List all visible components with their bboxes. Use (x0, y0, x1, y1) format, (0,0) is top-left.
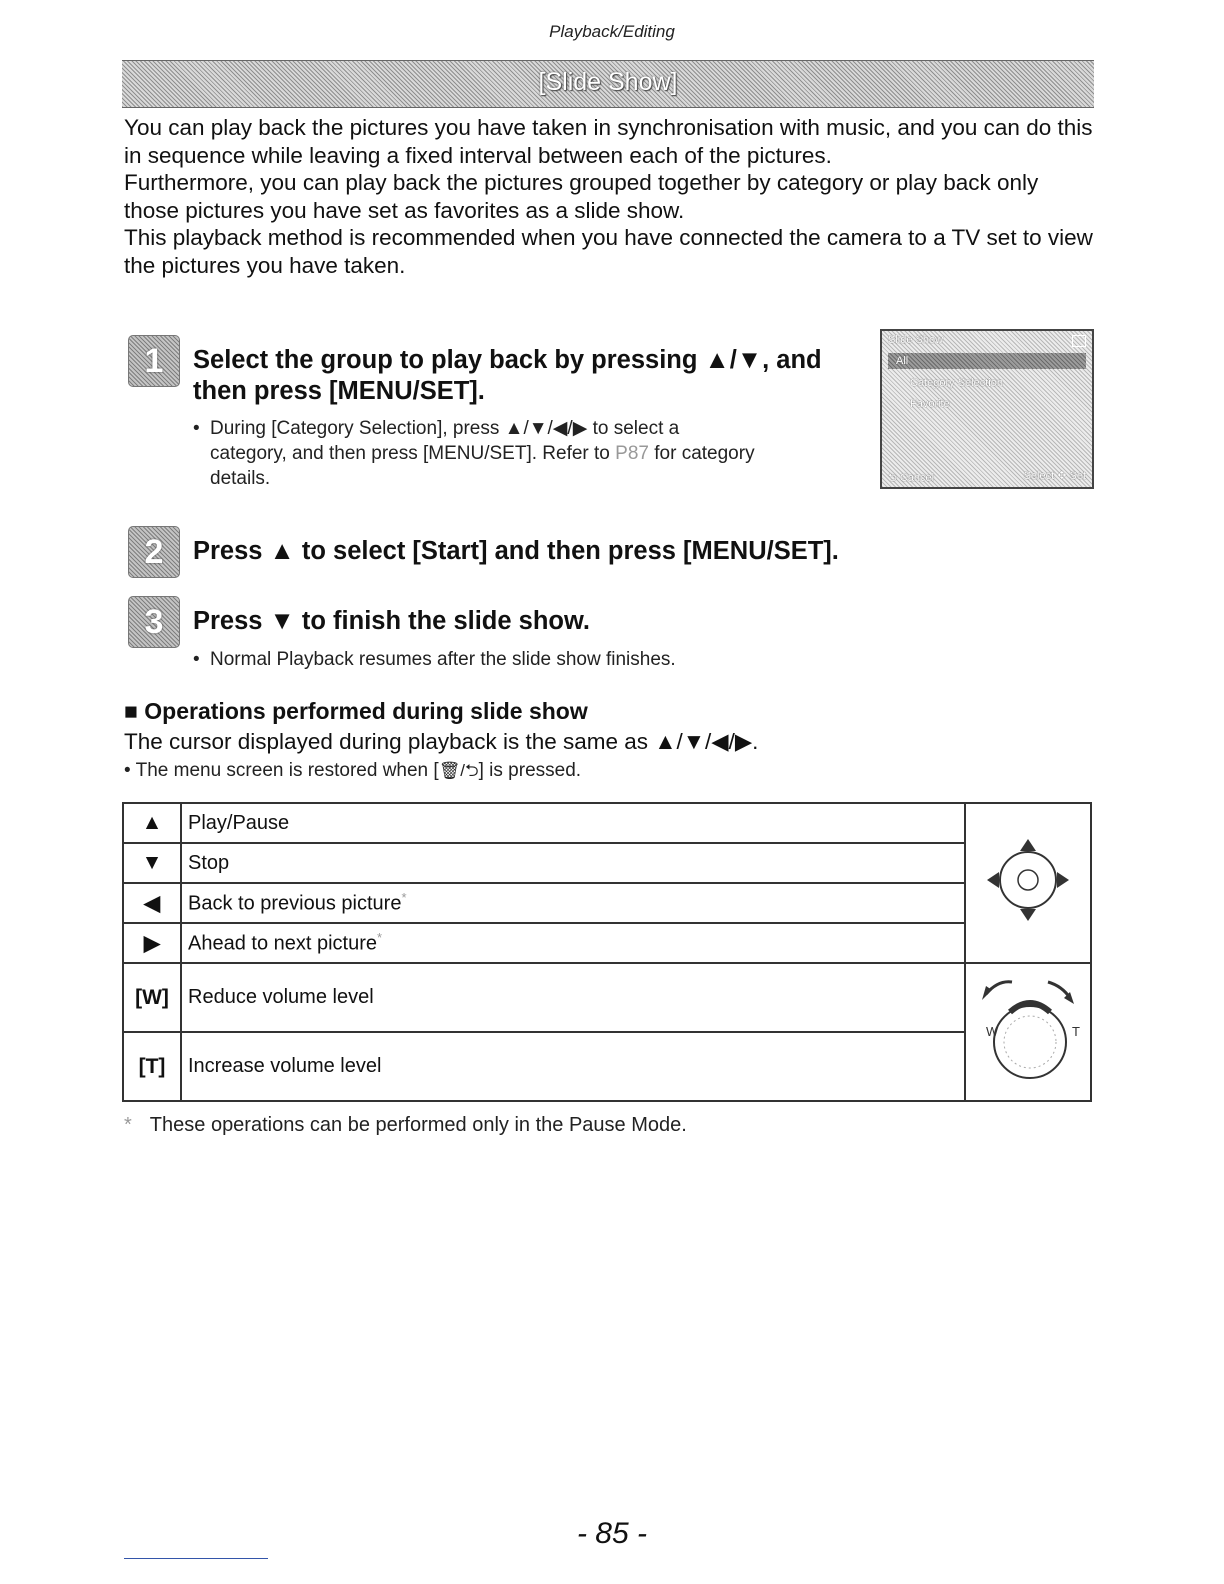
lcd-highlight (888, 353, 1086, 369)
key-cell: ▲ (123, 803, 181, 843)
bullet-text: details. (210, 468, 271, 489)
step-3-badge: 3 (128, 596, 180, 648)
bullet-dot: • (193, 418, 200, 439)
step-1-title-line: Select the group to play back by pressing ▲/▼, and (193, 346, 822, 374)
lcd-select-set: Select ✥ Set (1023, 470, 1086, 482)
action-cell: Stop (181, 843, 965, 883)
step-1-title (193, 345, 822, 407)
table-row (123, 843, 1091, 883)
lcd-title: Slide Show (888, 334, 944, 346)
key-cell: ▶ (123, 923, 181, 963)
running-header: Playback/Editing (549, 22, 675, 41)
step-2-title: Press ▲ to select [Start] and then press [MENU/SET]. (193, 537, 839, 565)
action-cell: Play/Pause (181, 803, 965, 843)
lcd-item: Category Selection (910, 377, 1003, 389)
key-cell: [W] (123, 963, 181, 1032)
zoom-lever-icon (968, 964, 1088, 1094)
zoom-t-label: T (1072, 1024, 1080, 1039)
page-reference-link[interactable]: P87 (615, 443, 649, 464)
operations-heading: ■ Operations performed during slide show (124, 698, 588, 724)
page-number: - 85 - (576, 1517, 648, 1550)
table-row (123, 923, 1091, 963)
footnote-mark: * (124, 1114, 132, 1136)
cursor-control-diagram (965, 803, 1091, 963)
zoom-lever-diagram (965, 963, 1091, 1101)
page-title: [Slide Show] (538, 68, 678, 96)
bottom-rule (124, 1558, 268, 1559)
action-cell: Ahead to next picture* (181, 923, 965, 963)
lcd-item: All (896, 355, 909, 367)
key-cell: [T] (123, 1032, 181, 1101)
operations-table (122, 802, 1092, 1102)
key-cell: ◀ (123, 883, 181, 923)
table-row (123, 1032, 1091, 1101)
step-2-badge: 2 (128, 526, 180, 578)
table-row (123, 803, 1091, 843)
bullet-text: category, and then press [MENU/SET]. Refer to (210, 443, 616, 464)
action-cell: Back to previous picture* (181, 883, 965, 923)
step-1-title-line: then press [MENU/SET]. (193, 377, 485, 405)
bullet-text: During [Category Selection], press ▲/▼/◀/▶ to select a (210, 418, 680, 439)
bullet-dot: • (193, 649, 200, 670)
intro-paragraph: This playback method is recommended when you have connected the camera to a TV set to view the pictures you have taken. (124, 225, 1093, 278)
delete-return-icon: 🗑/⮌ (438, 761, 479, 780)
footnote-text: These operations can be performed only in the Pause Mode. (149, 1114, 687, 1136)
action-cell: Reduce volume level (181, 963, 965, 1032)
key-cell: ▼ (123, 843, 181, 883)
zoom-w-label: W (986, 1024, 999, 1039)
intro-text (124, 114, 1099, 279)
cursor-buttons-icon (973, 825, 1083, 935)
cursor-description: The cursor displayed during playback is the same as ▲/▼/◀/▶. (124, 729, 759, 754)
intro-paragraph: Furthermore, you can play back the pictures grouped together by category or play back only those pictures you have set as favorites as a slide show. (124, 170, 1039, 223)
lcd-cancel: ⮌ Cancel (888, 472, 935, 484)
step-3-title: Press ▼ to finish the slide show. (193, 607, 590, 635)
step-3-bullet (193, 647, 676, 672)
intro-paragraph: You can play back the pictures you have taken in synchronisation with music, and you can do this in sequence while leaving a fixed interval between each of the pictures. (124, 115, 1093, 168)
bullet-text: for category (648, 443, 755, 464)
bullet-text: Normal Playback resumes after the slide show finishes. (210, 649, 676, 670)
section-title-bar (122, 60, 1094, 108)
step-1-bullet (193, 416, 755, 491)
footnote (124, 1114, 687, 1137)
camera-lcd-screenshot (880, 329, 1094, 489)
menu-restore-note: • The menu screen is restored when [🗑/⮌] is pressed. (124, 760, 582, 781)
table-row (123, 883, 1091, 923)
step-1-badge: 1 (128, 335, 180, 387)
battery-icon (1072, 335, 1086, 347)
action-cell: Increase volume level (181, 1032, 965, 1101)
table-row (123, 963, 1091, 1032)
lcd-item: Favorite (910, 398, 950, 410)
